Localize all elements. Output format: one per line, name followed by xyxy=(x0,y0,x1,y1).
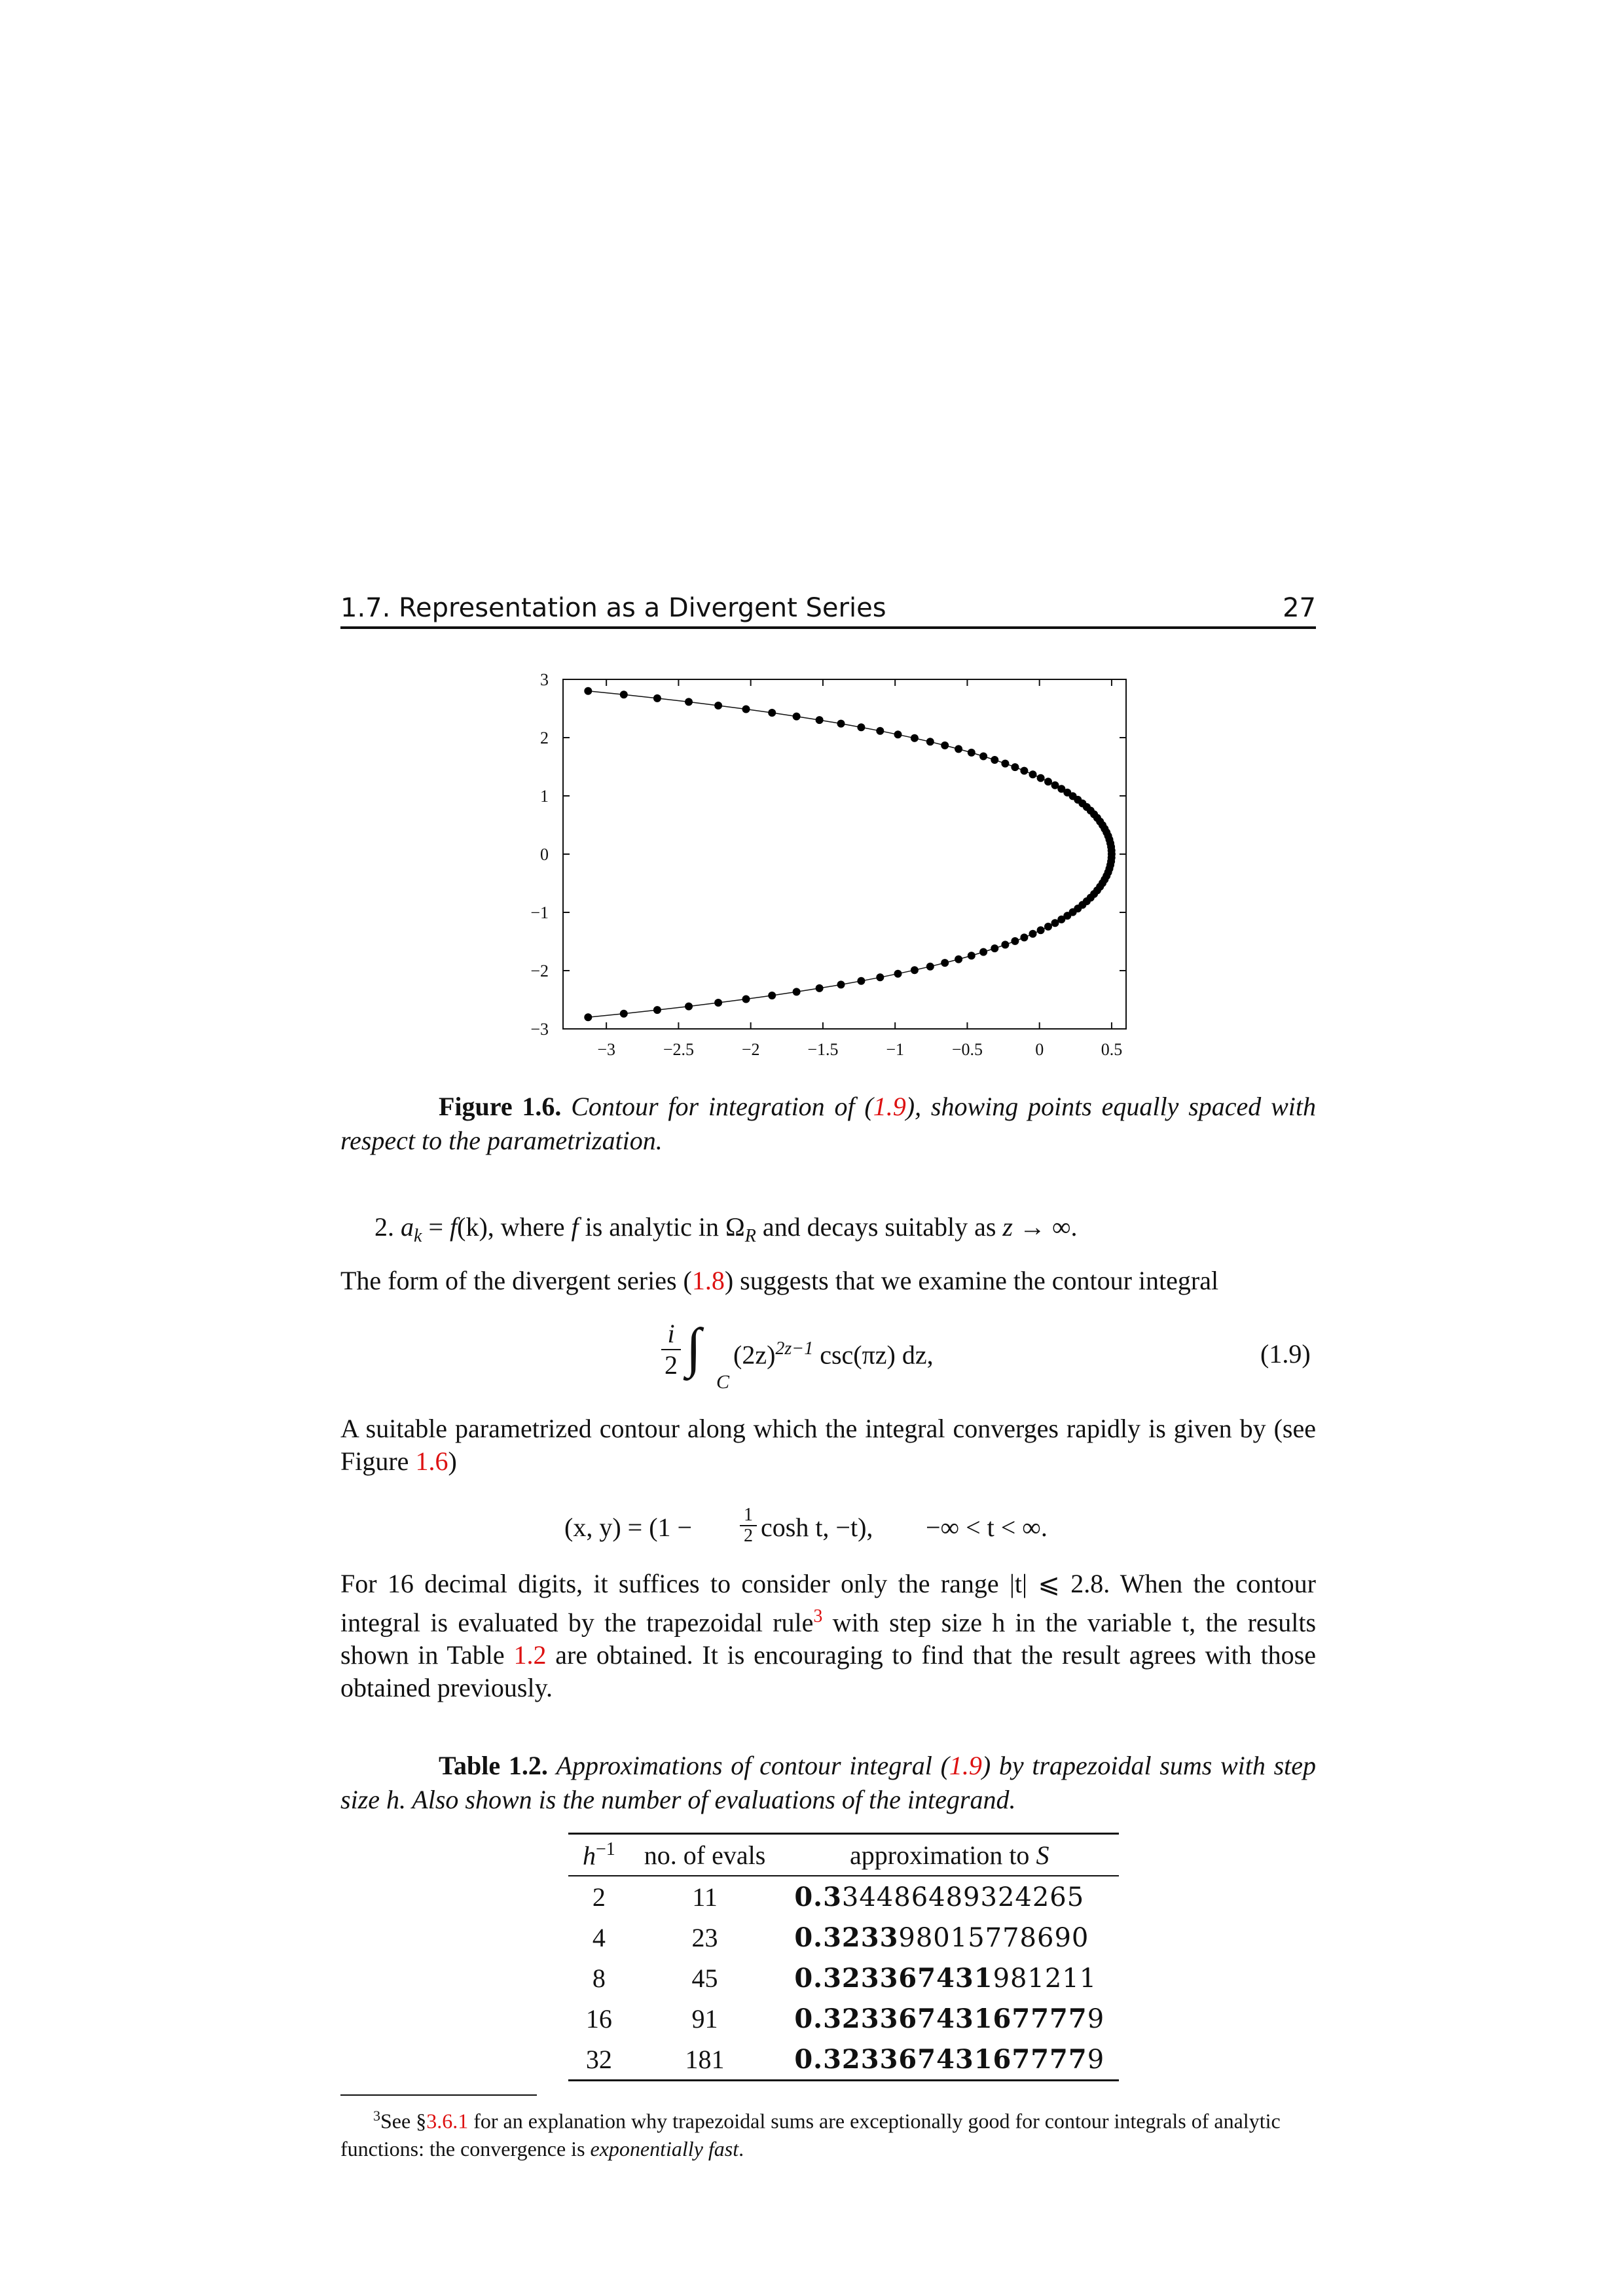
footnote-emphasis: exponentially fast xyxy=(590,2136,739,2161)
contour-point xyxy=(894,730,902,738)
contour-point xyxy=(714,702,722,709)
cell-approx xyxy=(780,1917,1119,1958)
contour-plot xyxy=(511,668,1152,1060)
table-header-row xyxy=(568,1834,1119,1876)
contour-subscript: C xyxy=(716,1371,730,1393)
contour-point xyxy=(1001,941,1009,948)
contour-point xyxy=(911,734,919,742)
contour-point xyxy=(816,716,824,724)
y-tick-label: −3 xyxy=(530,1020,549,1039)
paragraph-3 xyxy=(340,1568,1316,1704)
cell-evals: 23 xyxy=(691,1922,718,1952)
contour-point xyxy=(793,713,801,721)
y-tick-label: 3 xyxy=(540,670,549,689)
para3-text-3: are obtained. It is encouraging to find that the result agrees with those obtained previously. xyxy=(340,1640,1317,1703)
approx-remaining-digits: 981211 xyxy=(993,1963,1097,1994)
param-frac-num: 1 xyxy=(740,1505,757,1526)
contour-point xyxy=(768,709,776,717)
y-tick-label: 0 xyxy=(540,845,549,864)
para2-text-2: ) xyxy=(448,1446,457,1476)
param-frac-den: 2 xyxy=(744,1526,753,1546)
page-number: 27 xyxy=(1283,593,1316,623)
contour-point xyxy=(1037,774,1045,782)
contour-point xyxy=(1029,770,1037,778)
symbol-f: f xyxy=(450,1212,458,1242)
item-text-1: = xyxy=(422,1212,450,1242)
symbol-a: a xyxy=(401,1212,414,1242)
contour-point xyxy=(1044,778,1052,785)
cell-evals: 91 xyxy=(691,2003,718,2034)
approx-remaining-digits: 9 xyxy=(1087,2044,1105,2075)
contour-point xyxy=(653,1006,661,1014)
paragraph-2 xyxy=(340,1412,1316,1478)
approx-remaining-digits: 98015778690 xyxy=(898,1922,1089,1953)
cell-approx xyxy=(780,1958,1119,1998)
x-tick-label: 0 xyxy=(1035,1040,1044,1059)
contour-point xyxy=(742,706,750,713)
x-tick-label: 0.5 xyxy=(1101,1040,1123,1059)
header-approx-text: approximation to xyxy=(850,1840,1036,1870)
cell-approx xyxy=(780,1998,1119,2039)
tick-labels xyxy=(530,670,1122,1059)
contour-point xyxy=(620,691,628,698)
x-tick-label: −1.5 xyxy=(807,1040,839,1059)
approx-remaining-digits: 34486489324265 xyxy=(841,1882,1085,1912)
contour-point xyxy=(685,698,693,706)
item-text-5: → ∞. xyxy=(1012,1212,1078,1242)
y-tick-label: −2 xyxy=(530,961,549,980)
parametrization-equation xyxy=(564,1505,1219,1558)
contour-point xyxy=(876,973,884,981)
contour-point xyxy=(584,1013,592,1021)
cell-h: 4 xyxy=(592,1922,606,1952)
table-caption-text-2: ) by trapezoidal sums with step size h. Also shown is the number of evaluations of the integrand. xyxy=(340,1751,1317,1814)
paragraph-1 xyxy=(340,1265,1316,1297)
contour-curve xyxy=(588,691,1112,1017)
contour-point xyxy=(955,745,962,753)
y-tick-label: 1 xyxy=(540,787,549,806)
contour-point xyxy=(979,753,987,761)
eq-numerator: i xyxy=(661,1319,681,1350)
table-caption-ref[interactable]: 1.9 xyxy=(949,1751,982,1780)
header-rule xyxy=(340,626,1316,629)
contour-points xyxy=(584,687,1116,1021)
contour-point xyxy=(793,988,801,996)
plot-frame xyxy=(563,679,1126,1029)
figure-caption-ref[interactable]: 1.9 xyxy=(873,1092,906,1121)
contour-point xyxy=(857,723,865,731)
contour-point xyxy=(837,980,845,988)
param-fraction xyxy=(740,1505,757,1546)
approximation-table xyxy=(568,1833,1119,2081)
eq-denominator: 2 xyxy=(665,1350,678,1380)
para3-text-2: with step size h in the variable t, the results shown in Table xyxy=(340,1607,1317,1670)
contour-point xyxy=(968,749,976,757)
figure-caption xyxy=(340,1090,1316,1158)
approx-correct-digits: 0.3233 xyxy=(794,1922,899,1953)
contour-point xyxy=(816,984,824,992)
contour-point xyxy=(894,970,902,978)
footnote-mark[interactable]: 3 xyxy=(813,1606,823,1626)
approx-correct-digits: 0.323367431 xyxy=(794,1962,993,1994)
contour-point xyxy=(837,720,845,728)
table-label: Table 1.2. xyxy=(439,1751,548,1780)
contour-point xyxy=(620,1010,628,1018)
header-approx xyxy=(780,1834,1119,1876)
contour-point xyxy=(1011,937,1019,945)
running-head xyxy=(340,589,1316,628)
footnote-text-2: for an explanation why trapezoidal sums are exceptionally good for contour integrals of analytic functions: the convergence is xyxy=(340,2109,1281,2161)
contour-point xyxy=(1037,926,1045,934)
contour-point xyxy=(1020,767,1028,775)
contour-line xyxy=(588,691,1112,1017)
contour-point xyxy=(991,944,998,952)
table-row xyxy=(568,1876,1119,1917)
contour-point xyxy=(685,1003,693,1011)
item-text-2: (k), where xyxy=(457,1212,572,1242)
plot-axes xyxy=(563,679,1126,1029)
param-lhs: (x, y) = (1 − xyxy=(564,1513,693,1542)
contour-point xyxy=(926,963,934,971)
symbol-z: z xyxy=(1002,1212,1013,1242)
footnote-number: 3 xyxy=(373,2108,380,2124)
footnote-text-3: . xyxy=(739,2136,744,2161)
approx-correct-digits: 0.3 xyxy=(794,1881,842,1912)
para1-ref[interactable]: 1.8 xyxy=(691,1266,725,1295)
contour-point xyxy=(653,694,661,702)
contour-point xyxy=(857,977,865,985)
symbol-f-2: f xyxy=(571,1212,579,1242)
contour-point xyxy=(1011,763,1019,771)
approx-correct-digits: 0.32336743167777 xyxy=(794,2003,1087,2034)
figure-caption-text-2: ), showing points equally spaced with respect to the parametrization. xyxy=(340,1092,1317,1155)
contour-point xyxy=(1051,919,1059,927)
equation-number: (1.9) xyxy=(1260,1339,1311,1369)
cell-h: 2 xyxy=(592,1882,606,1912)
contour-point xyxy=(911,966,919,974)
approx-correct-digits: 0.32336743167777 xyxy=(794,2043,1087,2075)
y-tick-label: 2 xyxy=(540,728,549,747)
table-row xyxy=(568,1958,1119,1998)
footnote-rule xyxy=(340,2094,537,2096)
cell-h: 32 xyxy=(568,2039,630,2081)
param-range: −∞ < t < ∞. xyxy=(926,1513,1048,1542)
contour-point xyxy=(1029,930,1037,938)
subscript-R: R xyxy=(744,1226,756,1246)
para2-text-1: A suitable parametrized contour along which the integral converges rapidly is given by (see Figure xyxy=(340,1414,1316,1476)
table-row xyxy=(568,1998,1119,2039)
footnote xyxy=(340,2102,1316,2162)
cell-evals: 45 xyxy=(691,1963,718,1993)
list-item-2 xyxy=(374,1211,1317,1253)
header-approx-symbol: S xyxy=(1036,1840,1049,1870)
section-title: 1.7. Representation as a Divergent Series xyxy=(340,593,886,623)
contour-point xyxy=(968,952,976,960)
x-tick-label: −1 xyxy=(886,1040,905,1059)
para1-text-1: The form of the divergent series ( xyxy=(340,1266,692,1295)
x-tick-label: −0.5 xyxy=(951,1040,983,1059)
contour-point xyxy=(1001,760,1009,768)
para2-ref[interactable]: 1.6 xyxy=(415,1446,448,1476)
cell-evals: 11 xyxy=(692,1882,718,1912)
contour-point xyxy=(1044,923,1052,931)
para3-text-1: For 16 decimal digits, it suffices to consider only the range |t| ⩽ 2.8. When the contour integral is evaluated by the trapezoidal rule xyxy=(340,1569,1316,1638)
contour-point xyxy=(979,948,987,956)
table-row xyxy=(568,2039,1119,2081)
table-row xyxy=(568,1917,1119,1958)
contour-point xyxy=(991,756,998,764)
approx-remaining-digits: 9 xyxy=(1087,2003,1105,2034)
figure-label: Figure 1.6. xyxy=(439,1092,562,1121)
para3-ref[interactable]: 1.2 xyxy=(513,1640,547,1670)
header-evals: no. of evals xyxy=(630,1834,780,1876)
x-tick-label: −2.5 xyxy=(663,1040,694,1059)
integral-sign: ∫ xyxy=(686,1318,702,1378)
item-text-3: is analytic in Ω xyxy=(578,1212,745,1242)
cell-h: 8 xyxy=(592,1963,606,1993)
param-rhs: cosh t, −t), xyxy=(761,1513,873,1542)
header-h-symbol: h xyxy=(583,1840,596,1871)
contour-point xyxy=(714,999,722,1007)
para1-text-2: ) suggests that we examine the contour integral xyxy=(724,1266,1219,1295)
contour-point xyxy=(768,992,776,999)
header-h-exponent: −1 xyxy=(596,1839,615,1859)
contour-point xyxy=(1020,933,1028,941)
contour-point xyxy=(941,742,949,749)
cell-h: 16 xyxy=(585,2003,612,2034)
subscript-k: k xyxy=(414,1226,422,1246)
contour-point xyxy=(926,738,934,745)
footnote-ref[interactable]: 3.6.1 xyxy=(426,2109,469,2133)
table-caption xyxy=(340,1749,1316,1817)
item-number: 2. xyxy=(374,1212,394,1242)
contour-point xyxy=(941,959,949,967)
equation-1-9 xyxy=(661,1319,1054,1404)
cell-evals: 181 xyxy=(630,2039,780,2081)
footnote-text-1: See § xyxy=(380,2109,427,2133)
eq-rest: csc(πz) dz, xyxy=(813,1340,934,1370)
x-tick-label: −3 xyxy=(597,1040,615,1059)
contour-point xyxy=(876,727,884,735)
contour-point xyxy=(742,996,750,1003)
header-h xyxy=(568,1834,630,1876)
eq-exponent: 2z−1 xyxy=(775,1338,814,1359)
contour-point xyxy=(955,956,962,963)
eq-body xyxy=(733,1338,934,1370)
y-tick-label: −1 xyxy=(530,903,549,922)
eq-base: (2z) xyxy=(733,1340,776,1370)
item-text-4: and decays suitably as xyxy=(756,1212,1003,1242)
table-caption-text-1: Approximations of contour integral ( xyxy=(556,1751,949,1780)
contour-point xyxy=(584,687,592,695)
x-tick-label: −2 xyxy=(741,1040,760,1059)
cell-approx xyxy=(780,2039,1119,2081)
cell-approx xyxy=(780,1876,1119,1917)
figure-caption-text-1: Contour for integration of ( xyxy=(571,1092,873,1121)
